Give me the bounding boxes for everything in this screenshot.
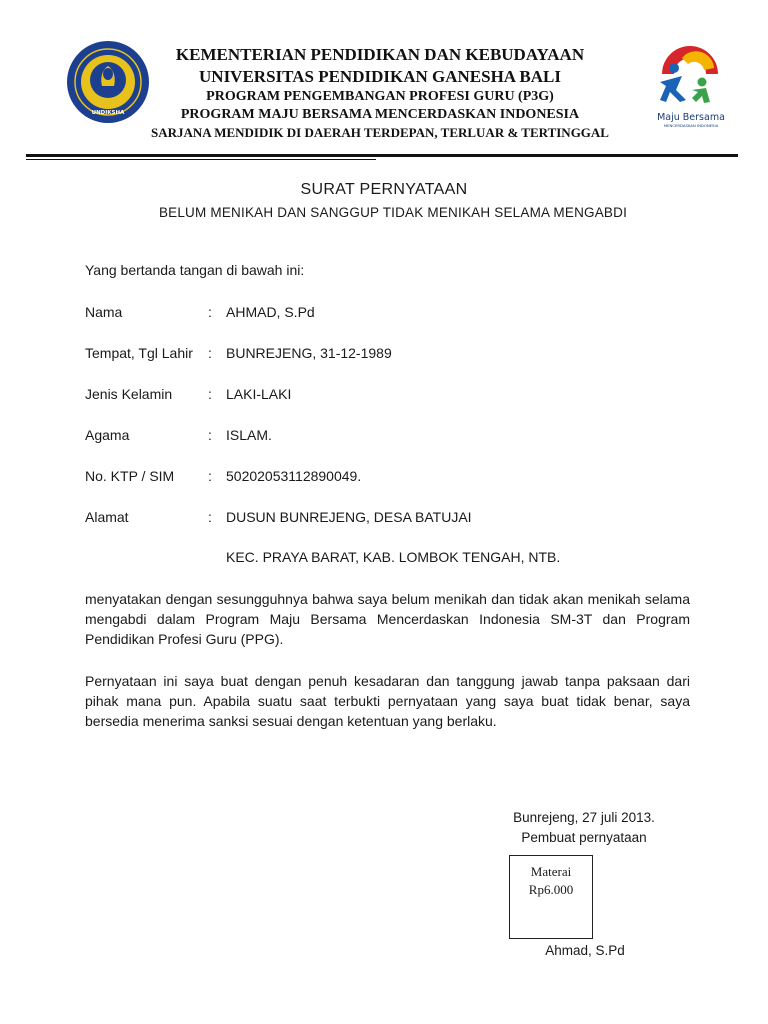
intro-text: Yang bertanda tangan di bawah ini:	[85, 262, 305, 278]
revenue-stamp-box	[509, 855, 593, 939]
field-value: ISLAM.	[226, 427, 272, 443]
field-value: BUNREJENG, 31-12-1989	[226, 345, 392, 361]
letterhead-line-program-maju: PROGRAM MAJU BERSAMA MENCERDASKAN INDONESIA	[180, 107, 580, 122]
field-colon: :	[208, 345, 212, 361]
field-value: AHMAD, S.Pd	[226, 304, 315, 320]
declaration-paragraph: Pernyataan ini saya buat dengan penuh kesadaran dan tanggung jawab tanpa paksaan dari pihak mana pun. Apabila suatu saat terbukti pernyataan yang saya buat tidak benar, saya bersedia menerima sanksi sesuai dengan ketentuan yang berlaku.	[85, 673, 690, 729]
stamp-amount: Rp6.000	[528, 882, 574, 897]
letterhead-line-sarjana: SARJANA MENDIDIK DI DAERAH TERDEPAN, TERLUAR & TERTINGGAL	[151, 125, 609, 140]
maju-bersama-logo	[652, 46, 730, 132]
document-title: SURAT PERNYATAAN	[300, 181, 468, 198]
field-label: Nama	[85, 304, 123, 320]
field-value: 50202053112890049.	[226, 468, 362, 484]
field-colon: :	[208, 304, 212, 320]
letterhead	[120, 44, 640, 141]
field-row-ttl	[85, 345, 705, 365]
maju-bersama-title: Maju Bersama	[657, 112, 725, 123]
field-row-agama	[85, 427, 705, 447]
field-row-jenis-kelamin	[85, 386, 705, 406]
maju-bersama-sub: MENCERDASKAN INDONESIA	[663, 123, 719, 128]
field-colon: :	[208, 386, 212, 402]
signature-role: Pembuat pernyataan	[521, 830, 647, 845]
field-label: Alamat	[85, 509, 129, 525]
letterhead-line-program: PROGRAM PENGEMBANGAN PROFESI GURU (P3G)	[206, 89, 554, 104]
address-line-2: KEC. PRAYA BARAT, KAB. LOMBOK TENGAH, NTB.	[226, 549, 561, 565]
letterhead-divider-thin	[26, 159, 376, 160]
field-label: Tempat, Tgl Lahir	[85, 345, 193, 361]
field-colon: :	[208, 427, 212, 443]
field-row-ktp	[85, 468, 705, 488]
field-value: DUSUN BUNREJENG, DESA BATUJAI	[226, 509, 472, 525]
document-subtitle: BELUM MENIKAH DAN SANGGUP TIDAK MENIKAH SELAMA MENGABDI	[158, 205, 628, 220]
field-colon: :	[208, 468, 212, 484]
letterhead-line-ministry: KEMENTERIAN PENDIDIKAN DAN KEBUDAYAAN	[175, 45, 585, 64]
field-value: LAKI-LAKI	[226, 386, 292, 402]
signature-place-date: Bunrejeng, 27 juli 2013.	[513, 810, 655, 825]
field-row-alamat	[85, 509, 705, 529]
field-label: Jenis Kelamin	[85, 386, 173, 402]
signatory-name: Ahmad, S.Pd	[545, 943, 625, 958]
field-row-alamat-cont	[85, 549, 705, 569]
field-label: Agama	[85, 427, 130, 443]
letterhead-divider	[26, 154, 738, 157]
field-label: No. KTP / SIM	[85, 468, 175, 484]
stamp-label: Materai	[530, 864, 572, 879]
statement-paragraph: menyatakan dengan sesungguhnya bahwa saya belum menikah dan tidak akan menikah selama mengabdi dalam Program Maju Bersama Mencerdaskan Indonesia SM-3T dan Program Pendidikan Profesi Guru (PPG).	[85, 591, 690, 647]
field-row-nama	[85, 304, 705, 324]
letterhead-line-university: UNIVERSITAS PENDIDIKAN GANESHA BALI	[199, 67, 561, 86]
field-colon: :	[208, 509, 212, 525]
university-logo-text: UNDIKSHA	[91, 110, 125, 116]
